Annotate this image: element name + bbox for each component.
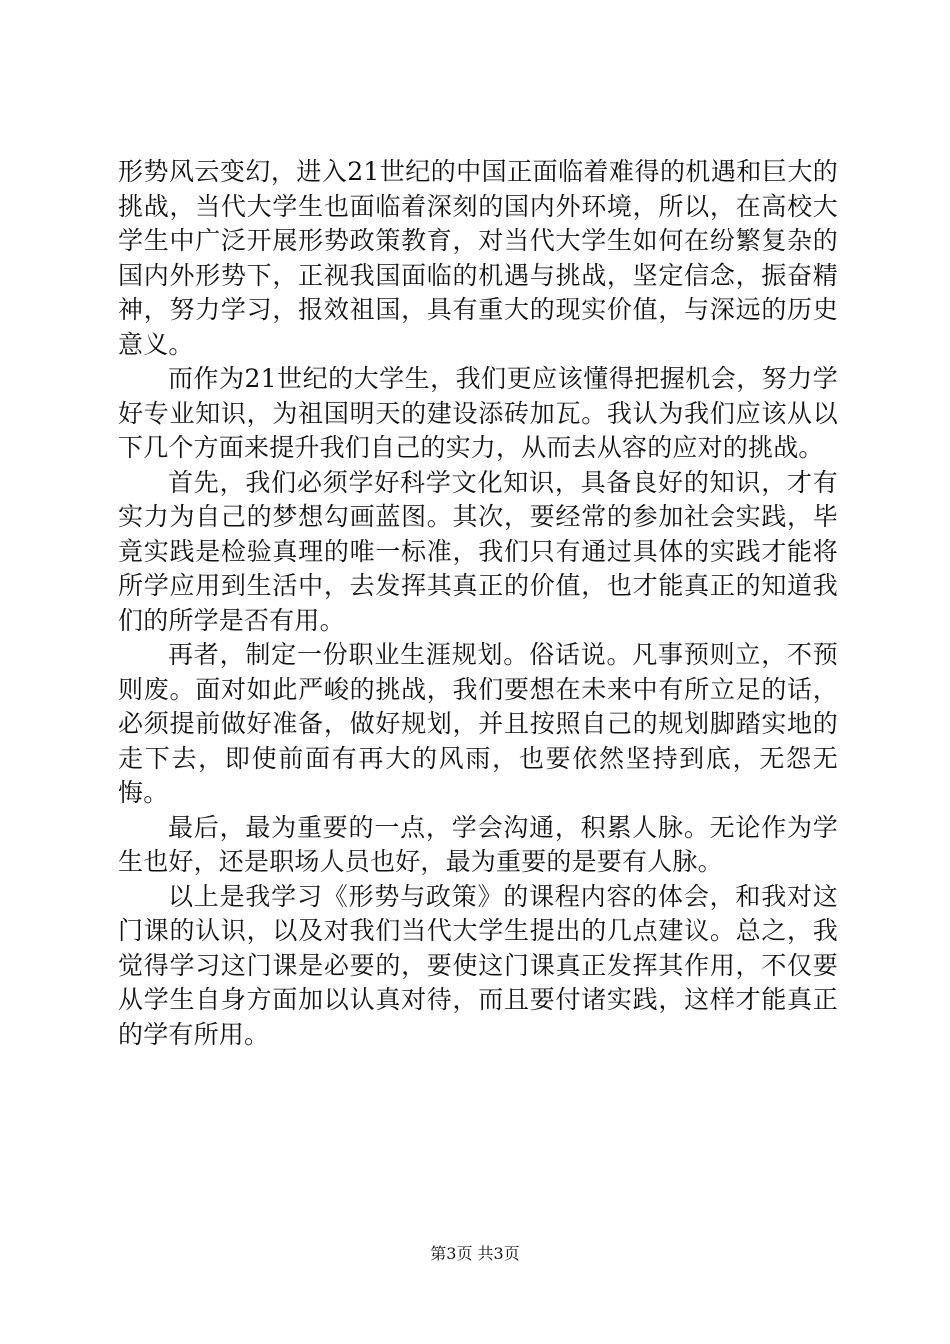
paragraph-5: 最后，最为重要的一点，学会沟通，积累人脉。无论作为学生也好，还是职场人员也好，最为重要的是要有人脉。 (118, 812, 838, 876)
paragraph-6: 以上是我学习《形势与政策》的课程内容的体会，和我对这门课的认识，以及对我们当代大学生提出的几点建议。总之，我觉得学习这门课是必要的，要使这门课真正发挥其作用，不仅要从学生自身方面加以认真对待，而且要付诸实践，这样才能真正的学有所用。 (118, 881, 838, 1049)
paragraph-4: 再者，制定一份职业生涯规划。俗话说。凡事预则立，不预则废。面对如此严峻的挑战，我们要想在未来中有所立足的话，必须提前做好准备，做好规划，并且按照自己的规划脚踏实地的走下去，即使前面有再大的风雨，也要依然坚持到底，无怨无悔。 (118, 640, 838, 807)
document-body (118, 155, 838, 1052)
paragraph-2: 而作为21世纪的大学生，我们更应该懂得把握机会，努力学好专业知识，为祖国明天的建设添砖加瓦。我认为我们应该从以下几个方面来提升我们自己的实力，从而去从容的应对的挑战。 (118, 364, 838, 462)
paragraph-1: 形势风云变幻，进入21世纪的中国正面临着难得的机遇和巨大的挑战，当代大学生也面临着深刻的国内外环境，所以，在高校大学生中广泛开展形势政策教育，对当代大学生如何在纷繁复杂的国内外形势下，正视我国面临的机遇与挑战，坚定信念，振奋精神，努力学习，报效祖国，具有重大的现实价值，与深远的历史意义。 (118, 157, 838, 359)
paragraph-3: 首先，我们必须学好科学文化知识，具备良好的知识，才有实力为自己的梦想勾画蓝图。其次，要经常的参加社会实践，毕竟实践是检验真理的唯一标准，我们只有通过具体的实践才能将所学应用到生活中，去发挥其真正的价值，也才能真正的知道我们的所学是否有用。 (118, 467, 838, 635)
page-number-footer: 第3页 共3页 (430, 1244, 520, 1263)
